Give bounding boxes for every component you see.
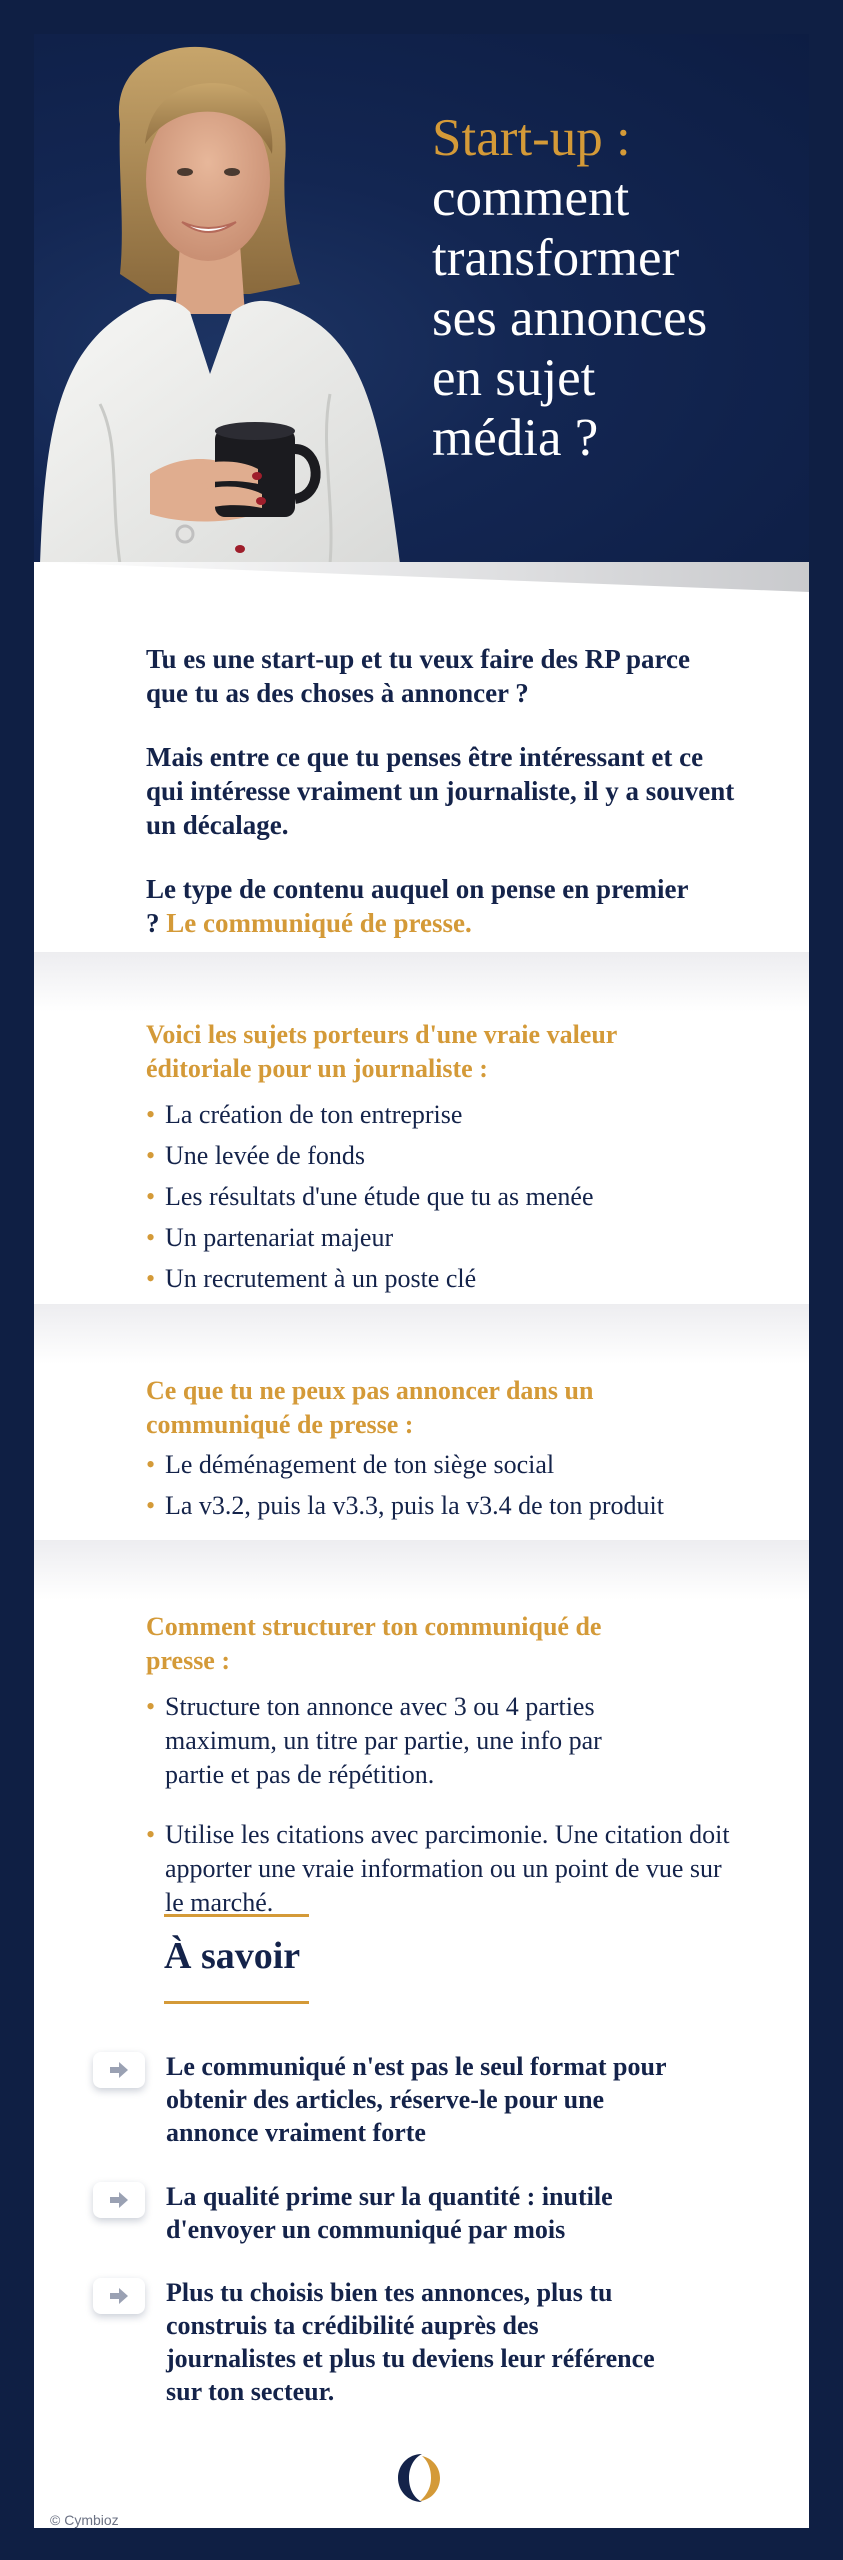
list-item: • La v3.2, puis la v3.3, puis la v3.4 de ton produit <box>146 1489 809 1523</box>
bullet-icon: • <box>146 1692 156 1721</box>
section-title: Voici les sujets porteurs d'une vraie valeur éditoriale pour un journaliste : <box>146 1020 617 1083</box>
arrow-right-icon <box>93 2278 145 2314</box>
intro-question: Le type de contenu auquel on pense en premier ? <box>146 874 689 938</box>
hero-banner <box>34 34 809 562</box>
hero-title <box>432 108 802 468</box>
list-item: • Les résultats d'une étude que tu as menée <box>146 1180 809 1214</box>
structure-section <box>34 1540 809 1960</box>
diagonal-divider <box>34 562 809 606</box>
hero-title-line: transformer <box>432 229 680 287</box>
bullet-icon: • <box>146 1223 156 1252</box>
cannot-list <box>146 1448 809 1523</box>
cymbioz-logo-icon <box>392 2450 448 2506</box>
intro-paragraph: Mais entre ce que tu penses être intéressant et ce qui intéresse vraiment un journaliste, il y a souvent un décalage. <box>146 742 735 840</box>
bullet-icon: • <box>146 1491 156 1520</box>
list-item: • Le déménagement de ton siège social <box>146 1448 809 1482</box>
infographic-card <box>34 34 809 2528</box>
bullet-icon: • <box>146 1141 156 1170</box>
topics-list <box>146 1098 809 1296</box>
a-savoir-title: À savoir <box>164 1935 301 1977</box>
copyright: © Cymbioz <box>50 2512 119 2528</box>
section-title: Ce que tu ne peux pas annoncer dans un communiqué de presse : <box>146 1376 594 1439</box>
intro-paragraph: Tu es une start-up et tu veux faire des RP parce que tu as des choses à annoncer ? <box>146 644 690 708</box>
list-item: • Une levée de fonds <box>146 1139 809 1173</box>
bullet-icon: • <box>146 1450 156 1479</box>
a-savoir-heading <box>164 1914 309 2004</box>
structure-list <box>146 1690 809 1920</box>
arrow-right-icon <box>93 2052 145 2088</box>
section-title: Comment structurer ton communiqué de presse : <box>146 1612 602 1675</box>
list-item: • Un partenariat majeur <box>146 1221 809 1255</box>
list-item: • Utilise les citations avec parcimonie. Une citation doit apporter une vraie information ou un point de vue sur le marché. <box>146 1820 730 1917</box>
topics-section <box>34 952 809 1304</box>
bullet-icon: • <box>146 1182 156 1211</box>
hero-title-line: média ? <box>432 409 599 467</box>
list-item: • Un recrutement à un poste clé <box>146 1262 809 1296</box>
bullet-icon: • <box>146 1820 156 1849</box>
intro-paragraph <box>146 872 706 940</box>
tip-text: La qualité prime sur la quantité : inutile d'envoyer un communiqué par mois <box>166 2182 613 2244</box>
press-release-highlight: Le communiqué de presse. <box>166 908 472 938</box>
intro-section <box>34 606 809 970</box>
hero-title-line: comment <box>432 169 630 227</box>
cannot-announce-section <box>34 1304 809 1540</box>
hero-title-line: en sujet <box>432 349 596 407</box>
portrait-photo <box>34 44 450 562</box>
hero-title-accent: Start-up : <box>432 109 631 167</box>
arrow-right-icon <box>93 2182 145 2218</box>
tip-text: Plus tu choisis bien tes annonces, plus tu construis ta crédibilité auprès des journalistes et plus tu deviens leur référence sur ton secteur. <box>166 2278 655 2406</box>
list-item: • La création de ton entreprise <box>146 1098 809 1132</box>
hero-title-line: ses annonces <box>432 289 708 347</box>
bullet-icon: • <box>146 1264 156 1293</box>
list-item: • Structure ton annonce avec 3 ou 4 parties maximum, un titre par partie, une info par partie et pas de répétition. <box>146 1692 602 1789</box>
tip-text: Le communiqué n'est pas le seul format pour obtenir des articles, réserve-le pour une annonce vraiment forte <box>166 2052 667 2147</box>
bullet-icon: • <box>146 1100 156 1129</box>
